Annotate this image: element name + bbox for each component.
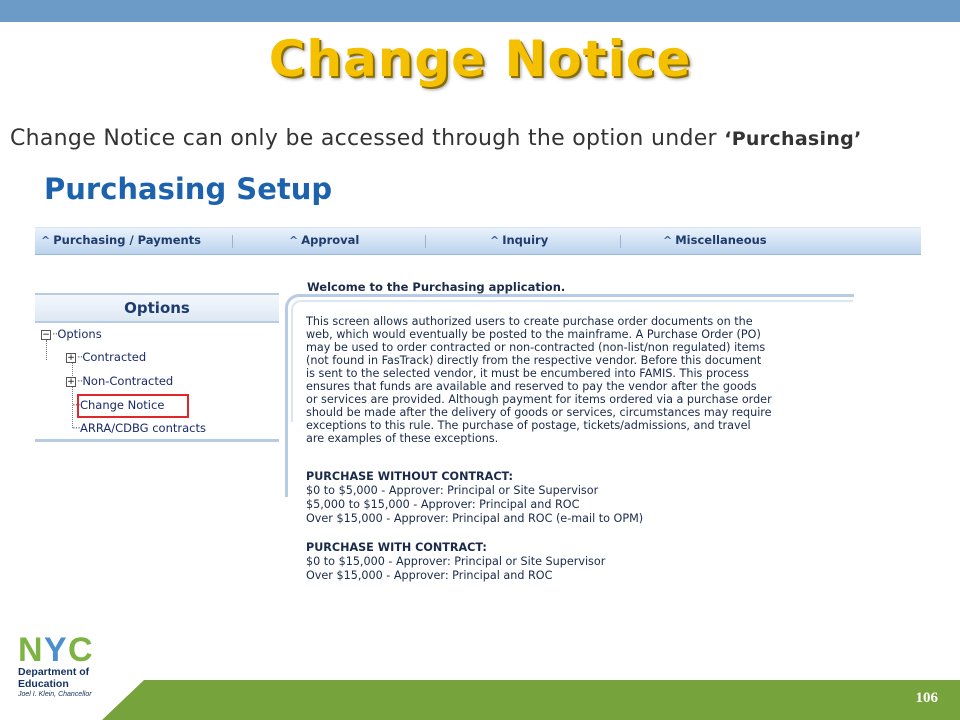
- nav-label: Purchasing / Payments: [53, 233, 202, 247]
- svg-text:N: N: [18, 631, 43, 664]
- description-line: should be made after the delivery of goods or services, circumstances may require: [306, 406, 772, 419]
- tree-item-label: Non-Contracted: [82, 374, 174, 388]
- expand-icon[interactable]: +: [67, 352, 75, 363]
- subtitle-emphasis: ‘Purchasing’: [724, 128, 862, 150]
- nav-approval[interactable]: [289, 233, 359, 247]
- description-line: ensures that funds are available and reserved to pay the vendor after the goods: [306, 380, 757, 393]
- nyc-doe-logo: [18, 630, 128, 700]
- tree-item-contracted[interactable]: [66, 350, 146, 364]
- nav-inquiry[interactable]: [490, 233, 548, 247]
- slide-subtitle: [10, 126, 862, 151]
- app-page-heading: Purchasing Setup: [44, 172, 333, 206]
- tree-item-non-contracted[interactable]: [66, 374, 173, 388]
- tree-dots: ··: [77, 350, 83, 364]
- welcome-content-panel: [285, 280, 855, 600]
- nav-label: Inquiry: [502, 233, 549, 247]
- tree-dots: ··: [77, 374, 83, 388]
- approval-rule-line: Over $15,000 - Approver: Principal and ROC (e-mail to OPM): [306, 512, 644, 525]
- description-line: web, which would eventually be posted to the mainframe. A Purchase Order (PO): [306, 328, 761, 341]
- page-number: 106: [915, 690, 938, 706]
- highlight-box: [77, 394, 189, 418]
- footer-green-bar: [102, 680, 960, 720]
- svg-text:Y: Y: [44, 631, 67, 664]
- caret-up-icon: ^: [289, 234, 299, 247]
- subtitle-text: Change Notice can only be accessed through the option under: [10, 126, 725, 151]
- tree-dots: ···: [72, 421, 80, 435]
- logo-line-2: Education: [18, 678, 69, 690]
- logo-line-1: Department of: [18, 666, 90, 678]
- welcome-heading: Welcome to the Purchasing application.: [307, 280, 566, 294]
- description-line: (not found in FasTrack) directly from the respective vendor. Before this document: [306, 354, 762, 367]
- caret-up-icon: ^: [41, 234, 51, 247]
- tree-item-label: ARRA/CDBG contracts: [79, 421, 206, 435]
- tree-connector: [72, 362, 73, 428]
- approval-rule-line: $0 to $5,000 - Approver: Principal or Site Supervisor: [306, 484, 599, 497]
- tree-dots: ··: [52, 327, 58, 341]
- caret-up-icon: ^: [663, 234, 673, 247]
- options-panel-header: Options: [35, 293, 279, 323]
- top-accent-bar: [0, 0, 960, 22]
- tree-dots: ···: [72, 398, 80, 412]
- description-line: or services are provided. Although payment for items ordered via a purchase order: [306, 393, 772, 406]
- description-line: may be used to order contracted or non-contracted (non-list/non regulated) items: [306, 341, 766, 354]
- without-contract-heading: PURCHASE WITHOUT CONTRACT:: [306, 470, 514, 483]
- approval-rule-line: Over $15,000 - Approver: Principal and ROC: [306, 569, 553, 582]
- description-line: exceptions to this rule. The purchase of postage, tickets/admissions, and travel: [306, 419, 751, 432]
- nav-separator: [620, 235, 621, 248]
- tree-item-arra-cdbg[interactable]: [72, 421, 206, 435]
- tree-root-options[interactable]: [41, 327, 102, 341]
- logo-signature: Joel I. Klein, Chancellor: [18, 691, 92, 698]
- tree-connector: [46, 340, 47, 360]
- tree-item-label: Change Notice: [79, 398, 165, 412]
- nav-purchasing-payments[interactable]: [41, 233, 201, 247]
- approval-rule-line: $5,000 to $15,000 - Approver: Principal and ROC: [306, 498, 580, 511]
- caret-up-icon: ^: [490, 234, 500, 247]
- description-line: are examples of these exceptions.: [306, 432, 499, 445]
- nyc-logo-icon: [18, 630, 110, 664]
- options-panel-border: [35, 439, 279, 442]
- description-line: is sent to the selected vendor, it must be encumbered into FAMIS. This process: [306, 367, 749, 380]
- description-line: This screen allows authorized users to create purchase order documents on the: [306, 315, 753, 328]
- tree-item-label: Contracted: [82, 350, 147, 364]
- nav-label: Approval: [301, 233, 360, 247]
- app-nav-bar: [35, 227, 921, 255]
- nav-miscellaneous[interactable]: [663, 233, 767, 247]
- nav-label: Miscellaneous: [675, 233, 767, 247]
- expand-icon[interactable]: +: [67, 376, 75, 387]
- with-contract-heading: PURCHASE WITH CONTRACT:: [306, 541, 487, 554]
- collapse-icon[interactable]: −: [42, 329, 50, 340]
- approval-rule-line: $0 to $15,000 - Approver: Principal or Site Supervisor: [306, 555, 606, 568]
- nav-separator: [425, 235, 426, 248]
- svg-text:C: C: [68, 631, 93, 664]
- tree-root-label: Options: [57, 327, 102, 341]
- slide-title: Change Notice: [268, 30, 692, 88]
- nav-separator: [232, 235, 233, 248]
